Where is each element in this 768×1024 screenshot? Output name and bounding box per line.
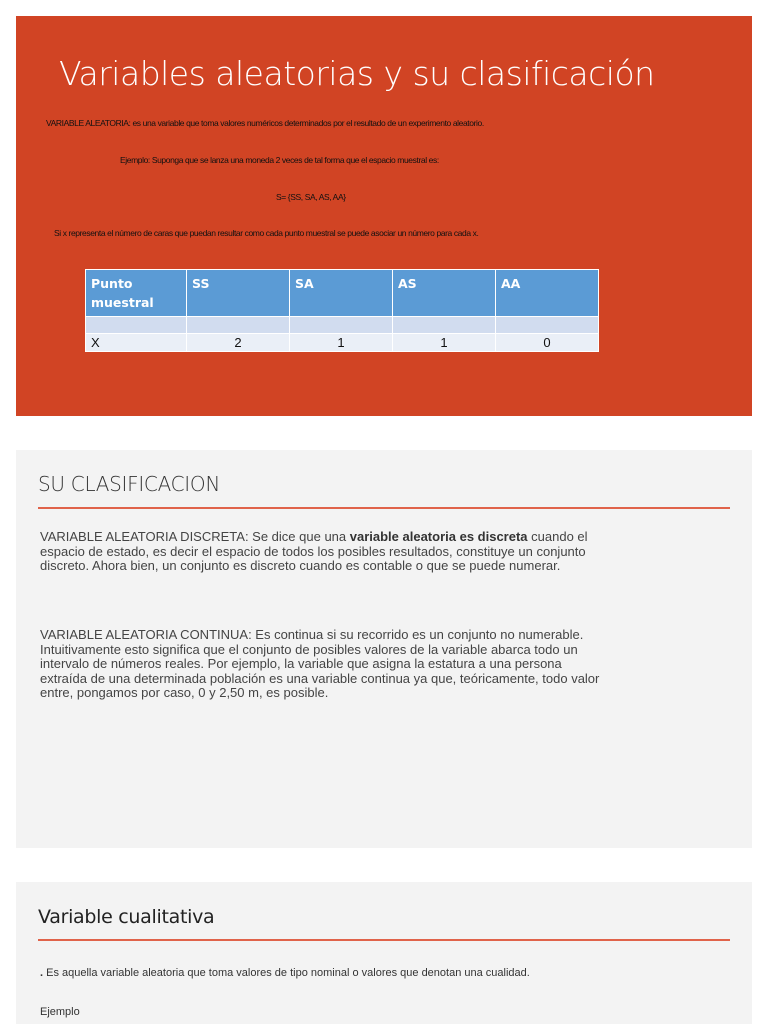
header-aa: AA — [496, 270, 599, 317]
table-header-row — [86, 270, 599, 317]
bullet-dot: . — [40, 967, 44, 979]
slide-title: Variables aleatorias y su clasificación — [59, 54, 655, 93]
value-sa: 1 — [290, 334, 393, 352]
header-ss: SS — [187, 270, 290, 317]
table-cell — [496, 317, 599, 334]
discreta-intro: VARIABLE ALEATORIA DISCRETA: Se dice que una — [40, 529, 350, 544]
header-sa: SA — [290, 270, 393, 317]
table-cell — [86, 317, 187, 334]
row-label-x: X — [86, 334, 187, 352]
slide-clasificacion — [16, 450, 752, 848]
slide-title: Variable cualitativa — [38, 906, 215, 928]
value-aa: 0 — [496, 334, 599, 352]
header-punto-muestral: Punto muestral — [86, 270, 187, 317]
slide-variables-aleatorias — [16, 16, 752, 416]
table-row-empty — [86, 317, 599, 334]
slide-title: SU CLASIFICACION — [38, 472, 220, 496]
example-text: Ejemplo: Suponga que se lanza una moneda 2 veces de tal forma que el espacio muestral es: — [120, 155, 439, 165]
header-as: AS — [393, 270, 496, 317]
slide-variable-cualitativa — [16, 882, 752, 1024]
cualitativa-description — [40, 967, 530, 979]
table-cell — [290, 317, 393, 334]
sample-space-text: S= {SS, SA, AS, AA} — [276, 192, 346, 202]
definition-text: VARIABLE ALEATORIA: es una variable que toma valores numéricos determinados por el resultado de un experimento aleatorio. — [46, 118, 484, 128]
table-cell — [187, 317, 290, 334]
explanation-text: Si x representa el número de caras que puedan resultar como cada punto muestral se puede asociar un número para cada x. — [54, 228, 479, 238]
continua-paragraph: VARIABLE ALEATORIA CONTINUA: Es continua si su recorrido es un conjunto no numerable. Intuitivamente esto significa que el conjunto de posibles valores de la variable abarca todo un intervalo de números reales. Por ejemplo, la variable que asigna la estatura a una persona extraída de una determinada población es una variable continua ya que, teóricamente, todo valor entre, pongamos por caso, 0 y 2,50 m, es posible. — [40, 627, 600, 700]
discreta-bold: variable aleatoria es discreta — [349, 529, 528, 544]
discreta-rest: cuando el espacio de estado, es decir el espacio de todos los posibles resultados, constituye un conjunto discreto. Ahora bien, un conjunto es discreto cuando es contable o que se puede numerar. — [40, 529, 588, 573]
example-label: Ejemplo — [40, 1006, 80, 1018]
discreta-paragraph — [40, 530, 606, 574]
title-divider — [38, 507, 730, 509]
description-text: Es aquella variable aleatoria que toma valores de tipo nominal o valores que denotan una cualidad. — [43, 967, 530, 979]
value-ss: 2 — [187, 334, 290, 352]
title-divider — [38, 939, 730, 941]
value-as: 1 — [393, 334, 496, 352]
table-cell — [393, 317, 496, 334]
table-row-x — [86, 334, 599, 352]
sample-point-table — [85, 269, 599, 352]
